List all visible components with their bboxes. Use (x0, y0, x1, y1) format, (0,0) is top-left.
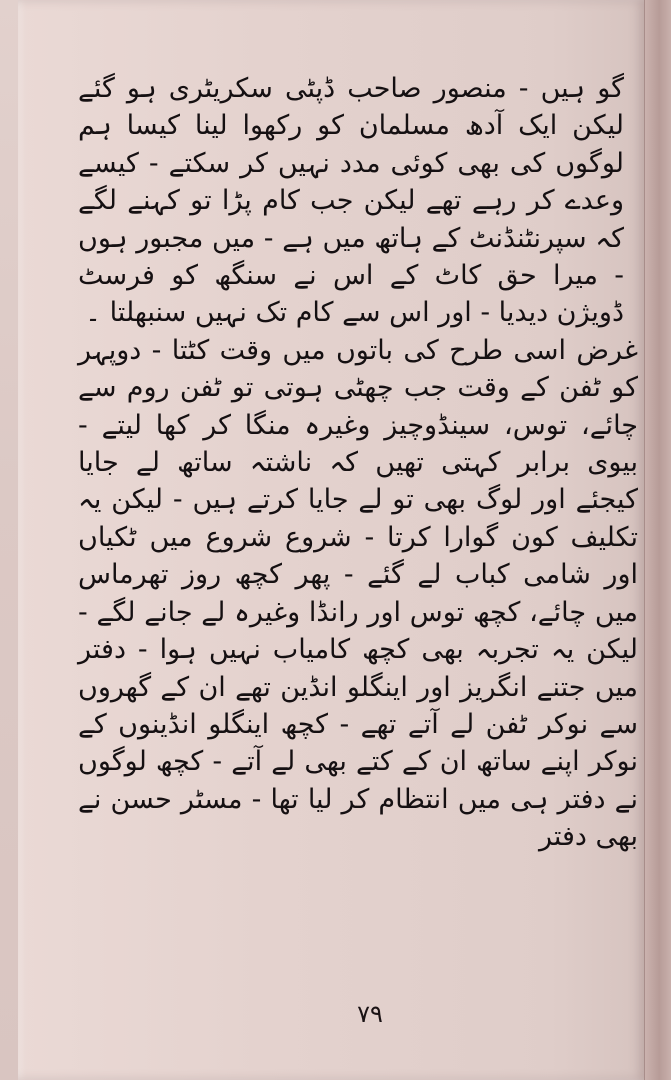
body-text (78, 70, 638, 856)
page-number: ۷۹ (357, 1000, 383, 1028)
book-page (18, 0, 645, 1080)
paragraph-2: غرض اسی طرح کی باتوں میں وقت کٹتا - دوپہر کو ٹفن کے وقت جب چھٹی ہوتی تو ٹفن روم سے چائے، توس، سینڈوچیز وغیرہ منگا کر کھا لیتے - بیوی برابر کہتی تھیں کہ ناشتہ ساتھ لے جایا کیجئے اور لوگ بھی تو لے جایا کرتے ہیں - لیکن یہ تکلیف کون گوارا کرتا - شروع شروع میں ٹکیاں اور شامی کباب لے گئے - پھر کچھ روز تھرماس میں چائے، کچھ توس اور رانڈا وغیرہ لے جانے لگے - لیکن یہ تجربہ بھی کچھ کامیاب نہیں ہوا - دفتر میں جتنے انگریز اور اینگلو انڈین تھے ان کے گھروں سے نوکر ٹفن لے آتے تھے - کچھ اینگلو انڈینوں کے نوکر اپنے ساتھ ان کے کتے بھی لے آتے - کچھ لوگوں نے دفتر ہی میں انتظام کر لیا تھا - مسٹر حسن نے بھی دفتر (78, 334, 638, 853)
book-spine-edge (644, 0, 671, 1080)
paragraph-1: گو ہیں - منصور صاحب ڈپٹی سکریٹری ہو گئے لیکن ایک آدھ مسلمان کو رکھوا لینا کیسا ہم لوگوں کی بھی کوئی مدد نہیں کر سکتے - کیسے وعدے کر رہے تھے لیکن جب کام پڑا تو کہنے لگے کہ سپرنٹنڈنٹ کے ہاتھ میں ہے - میں مجبور ہوں - میرا حق کاٹ کے اس نے سنگھ کو فرسٹ ڈویژن دیدیا - اور اس سے کام تک نہیں سنبھلتا ۔ (78, 73, 624, 329)
